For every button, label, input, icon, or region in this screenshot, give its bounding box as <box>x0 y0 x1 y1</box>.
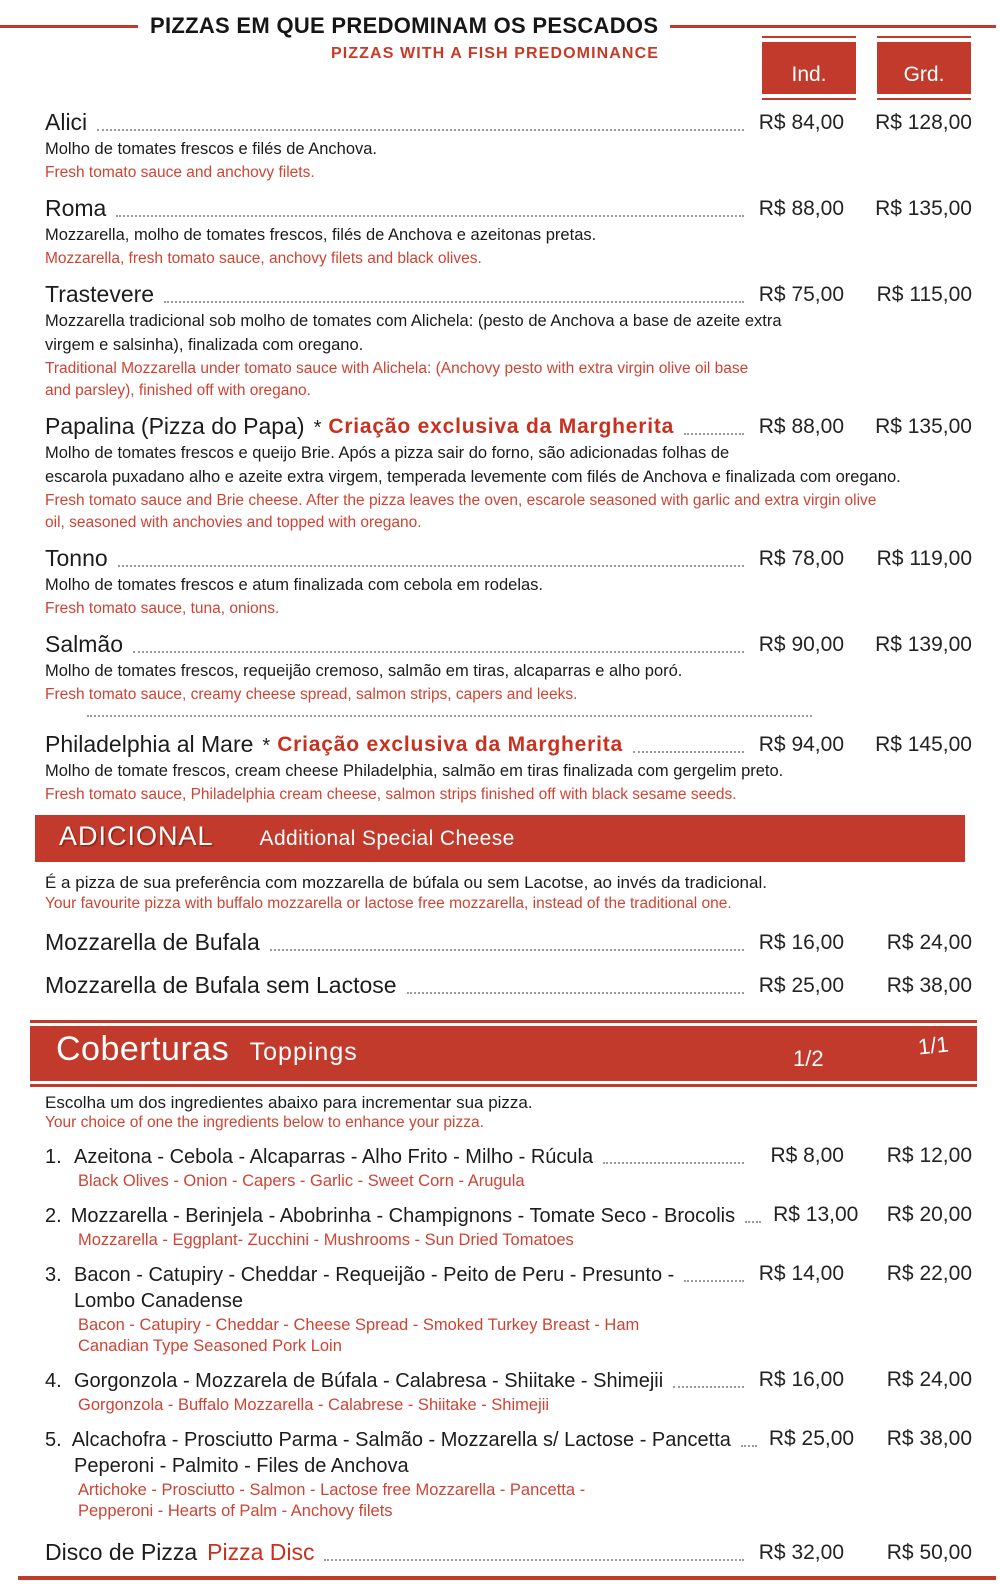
topping-number: 5. <box>45 1429 62 1451</box>
topping-item-5 <box>45 1425 972 1521</box>
price-grd: R$ 135,00 <box>875 197 972 220</box>
price-ind: R$ 84,00 <box>758 111 844 134</box>
dotted-leader <box>603 1162 744 1164</box>
column-rule-top <box>762 36 856 38</box>
price-full: R$ 20,00 <box>886 1203 972 1226</box>
topping-text-en-line2: Canadian Type Seasoned Pork Loin <box>78 1337 342 1355</box>
price-full: R$ 22,00 <box>886 1262 972 1285</box>
menu-item-roma <box>45 193 972 269</box>
price-ind: R$ 90,00 <box>758 633 844 656</box>
topping-row <box>45 1425 972 1453</box>
dotted-leader <box>684 1280 744 1282</box>
topping-number: 1. <box>45 1146 62 1168</box>
price-ind: R$ 25,00 <box>758 974 844 997</box>
item-desc-pt: Molho de tomates frescos e atum finalizada com cebola em rodelas. <box>45 576 543 594</box>
dotted-leader <box>684 433 744 435</box>
price-ind: R$ 88,00 <box>758 415 844 438</box>
item-row <box>45 193 972 223</box>
price-column-ind <box>762 36 856 100</box>
price-ind: R$ 16,00 <box>758 931 844 954</box>
banner-title: ADICIONAL <box>59 821 214 851</box>
column-full-label: 1/1 <box>916 1031 950 1060</box>
price-full: R$ 38,00 <box>886 1427 972 1450</box>
item-name: Mozzarella de Bufala <box>45 929 260 955</box>
item-desc-pt: virgem e salsinha), finalizada com oregano. <box>45 336 364 354</box>
price-grd: R$ 115,00 <box>876 283 972 306</box>
topping-item-2 <box>45 1201 972 1250</box>
exclusive-creation-badge: Criação exclusiva da Margherita <box>277 733 623 756</box>
topping-text-en-line2: Pepperoni - Hearts of Palm - Anchovy filets <box>78 1502 393 1520</box>
price-half: R$ 13,00 <box>773 1203 859 1226</box>
price-half: R$ 14,00 <box>758 1262 844 1285</box>
item-name: Alici <box>45 109 88 135</box>
column-rule-top <box>877 36 971 38</box>
addon-row-bufala <box>45 927 972 957</box>
dotted-leader <box>164 301 744 303</box>
topping-item-4 <box>45 1366 972 1415</box>
item-desc-pt: Mozzarella tradicional sob molho de tomates com Alichela: (pesto de Anchova a base de azeite extra <box>45 312 782 330</box>
topping-text-pt: Mozzarella - Berinjela - Abobrinha - Champignons - Tomate Seco - Brocolis <box>70 1205 736 1227</box>
menu-item-trastevere <box>45 279 972 401</box>
item-row <box>45 543 972 573</box>
item-row <box>45 107 972 137</box>
item-desc-en: Fresh tomato sauce and anchovy filets. <box>45 164 315 181</box>
topping-text-en: Artichoke - Prosciutto - Salmon - Lactose free Mozzarella - Pancetta - <box>78 1481 586 1499</box>
column-half-label: 1/2 <box>793 1046 824 1071</box>
banner-rule-top <box>30 1020 977 1023</box>
item-row <box>45 279 972 309</box>
topping-text-pt: Bacon - Catupiry - Cheddar - Requeijão - Peito de Peru - Presunto - <box>74 1264 675 1286</box>
section-banner-adicional <box>35 815 965 862</box>
dotted-leader <box>745 1221 761 1223</box>
item-name: Tonno <box>45 545 108 571</box>
banner-subtitle: Additional Special Cheese <box>259 827 515 850</box>
item-row <box>45 411 972 441</box>
item-row <box>45 729 972 759</box>
price-half: R$ 16,00 <box>758 1368 844 1391</box>
column-rule-bottom <box>877 98 971 100</box>
price-grd: R$ 38,00 <box>886 974 972 997</box>
topping-text-pt: Alcachofra - Prosciutto Parma - Salmão - Mozzarella s/ Lactose - Pancetta <box>71 1429 731 1451</box>
price-full: R$ 50,00 <box>886 1541 972 1564</box>
price-ind: R$ 94,00 <box>758 733 844 756</box>
banner-title: Coberturas <box>56 1030 230 1068</box>
section-desc-pt: É a pizza de sua preferência com mozzarella de búfala ou sem Lacotse, ao invés da tradicional. <box>45 873 767 892</box>
item-name: Disco de Pizza <box>45 1539 198 1565</box>
item-desc-pt: Molho de tomates frescos e queijo Brie. Após a pizza sair do forno, são adicionadas folhas de <box>45 444 730 462</box>
banner-subtitle: Toppings <box>249 1038 358 1066</box>
item-row <box>45 629 972 659</box>
topping-number: 2. <box>45 1205 62 1227</box>
price-grd: R$ 128,00 <box>875 111 972 134</box>
topping-number: 3. <box>45 1264 62 1286</box>
price-column-ind-label: Ind. <box>762 42 856 94</box>
dotted-leader <box>270 949 744 951</box>
bottom-rule <box>18 1576 996 1580</box>
topping-row <box>45 1260 972 1288</box>
item-desc-en: Traditional Mozzarella under tomato sauce with Alichela: (Anchovy pesto with extra virgin olive oil base <box>45 360 749 377</box>
dotted-leader <box>407 992 744 994</box>
menu-item-philadelphia <box>45 729 972 805</box>
item-name: Papalina (Pizza do Papa) <box>45 413 305 439</box>
banner-rule-bottom <box>30 1084 977 1087</box>
topping-row <box>45 1201 972 1229</box>
dotted-leader <box>97 129 744 131</box>
topping-item-1 <box>45 1142 972 1191</box>
item-name: Trastevere <box>45 281 155 307</box>
item-desc-en: Fresh tomato sauce, creamy cheese spread, salmon strips, capers and leeks. <box>45 686 578 703</box>
item-desc-pt: escarola puxadano alho e azeite extra virgem, temperada levemente com filés de Anchova e finalizada com oregano. <box>45 468 901 486</box>
price-grd: R$ 119,00 <box>876 547 972 570</box>
item-name-en: Pizza Disc <box>207 1539 315 1565</box>
topping-number: 4. <box>45 1370 62 1392</box>
section-desc-pt: Escolha um dos ingredientes abaixo para incrementar sua pizza. <box>45 1093 533 1112</box>
dotted-leader <box>118 565 744 567</box>
topping-text-en: Black Olives - Onion - Capers - Garlic - Sweet Corn - Arugula <box>78 1172 525 1190</box>
item-desc-en: oil, seasoned with anchovies and topped with oregano. <box>45 514 422 531</box>
price-grd: R$ 135,00 <box>875 415 972 438</box>
topping-text-pt: Gorgonzola - Mozzarela de Búfala - Calabresa - Shiitake - Shimejii <box>74 1370 664 1392</box>
price-ind: R$ 78,00 <box>758 547 844 570</box>
addon-row-bufala-sem-lactose <box>45 970 972 1000</box>
disco-de-pizza-row <box>45 1537 972 1567</box>
topping-text-en: Bacon - Catupiry - Cheddar - Cheese Spread - Smoked Turkey Breast - Ham <box>78 1316 640 1334</box>
price-column-grd-label: Grd. <box>877 42 971 94</box>
menu-item-alici <box>45 107 972 183</box>
header-rule-left <box>0 25 138 28</box>
topping-text-en: Gorgonzola - Buffalo Mozzarella - Calabrese - Shiitake - Shimejii <box>78 1396 550 1414</box>
topping-text-pt-line2: Peperoni - Palmito - Files de Anchova <box>74 1455 409 1477</box>
exclusive-creation-badge: Criação exclusiva da Margherita <box>328 415 675 438</box>
price-ind: R$ 75,00 <box>758 283 844 306</box>
item-desc-pt: Molho de tomates frescos e filés de Anchova. <box>45 140 378 158</box>
item-desc-en: Fresh tomato sauce, tuna, onions. <box>45 600 280 617</box>
item-name: Roma <box>45 195 107 221</box>
item-desc-en: Fresh tomato sauce, Philadelphia cream cheese, salmon strips finished off with black sesame seeds. <box>45 786 737 803</box>
topping-row <box>45 1366 972 1394</box>
page-title: PIZZAS EM QUE PREDOMINAM OS PESCADOS <box>150 13 659 38</box>
page-subtitle: PIZZAS WITH A FISH PREDOMINANCE <box>330 45 660 62</box>
price-full: R$ 24,00 <box>886 1368 972 1391</box>
dotted-separator <box>87 715 812 717</box>
item-name: Mozzarella de Bufala sem Lactose <box>45 972 397 998</box>
menu-content <box>0 107 1000 1567</box>
page-header <box>0 0 1000 39</box>
topping-text-en: Mozzarella - Eggplant- Zucchini - Mushrooms - Sun Dried Tomatoes <box>78 1231 574 1249</box>
item-desc-en: Fresh tomato sauce and Brie cheese. After the pizza leaves the oven, escarole seasoned with garlic and extra virgin olive <box>45 492 877 509</box>
price-full: R$ 12,00 <box>886 1144 972 1167</box>
topping-text-pt: Azeitona - Cebola - Alcaparras - Alho Frito - Milho - Rúcula <box>74 1146 594 1168</box>
section-banner-coberturas <box>30 1020 977 1087</box>
menu-item-tonno <box>45 543 972 619</box>
column-rule-bottom <box>762 98 856 100</box>
item-desc-pt: Molho de tomates frescos, requeijão cremoso, salmão em tiras, alcaparras e alho poró. <box>45 662 683 680</box>
price-grd: R$ 139,00 <box>875 633 972 656</box>
section-desc-en: Your choice of one the ingredients below to enhance your pizza. <box>45 1114 484 1131</box>
item-name: Salmão <box>45 631 123 657</box>
asterisk-mark: * <box>313 417 322 439</box>
item-desc-pt: Mozzarella, molho de tomates frescos, filés de Anchova e azeitonas pretas. <box>45 226 597 244</box>
topping-text-pt-line2: Lombo Canadense <box>74 1290 244 1312</box>
dotted-leader <box>633 751 744 753</box>
section-desc-en: Your favourite pizza with buffalo mozzarella or lactose free mozzarella, instead of the traditional one. <box>45 895 732 912</box>
price-half: R$ 8,00 <box>770 1144 844 1167</box>
topping-row <box>45 1142 972 1170</box>
menu-item-papalina <box>45 411 972 533</box>
price-grd: R$ 145,00 <box>875 733 972 756</box>
price-column-grd <box>877 36 971 100</box>
asterisk-mark: * <box>262 735 271 757</box>
item-desc-en: Mozzarella, fresh tomato sauce, anchovy filets and black olives. <box>45 250 482 267</box>
banner-band <box>30 1026 977 1081</box>
header-rule-right <box>670 25 996 28</box>
price-half: R$ 32,00 <box>758 1541 844 1564</box>
dotted-leader <box>741 1445 757 1447</box>
item-desc-en: and parsley), finished off with oregano. <box>45 382 311 399</box>
dotted-leader <box>116 215 744 217</box>
dotted-leader <box>673 1386 744 1388</box>
dotted-leader <box>324 1559 744 1561</box>
price-grd: R$ 24,00 <box>886 931 972 954</box>
price-half: R$ 25,00 <box>768 1427 855 1450</box>
price-ind: R$ 88,00 <box>758 197 844 220</box>
item-desc-pt: Molho de tomate frescos, cream cheese Philadelphia, salmão em tiras finalizada com gergelim preto. <box>45 762 784 780</box>
topping-item-3 <box>45 1260 972 1356</box>
menu-item-salmao <box>45 629 972 705</box>
dotted-leader <box>133 651 744 653</box>
item-name: Philadelphia al Mare <box>45 731 254 757</box>
